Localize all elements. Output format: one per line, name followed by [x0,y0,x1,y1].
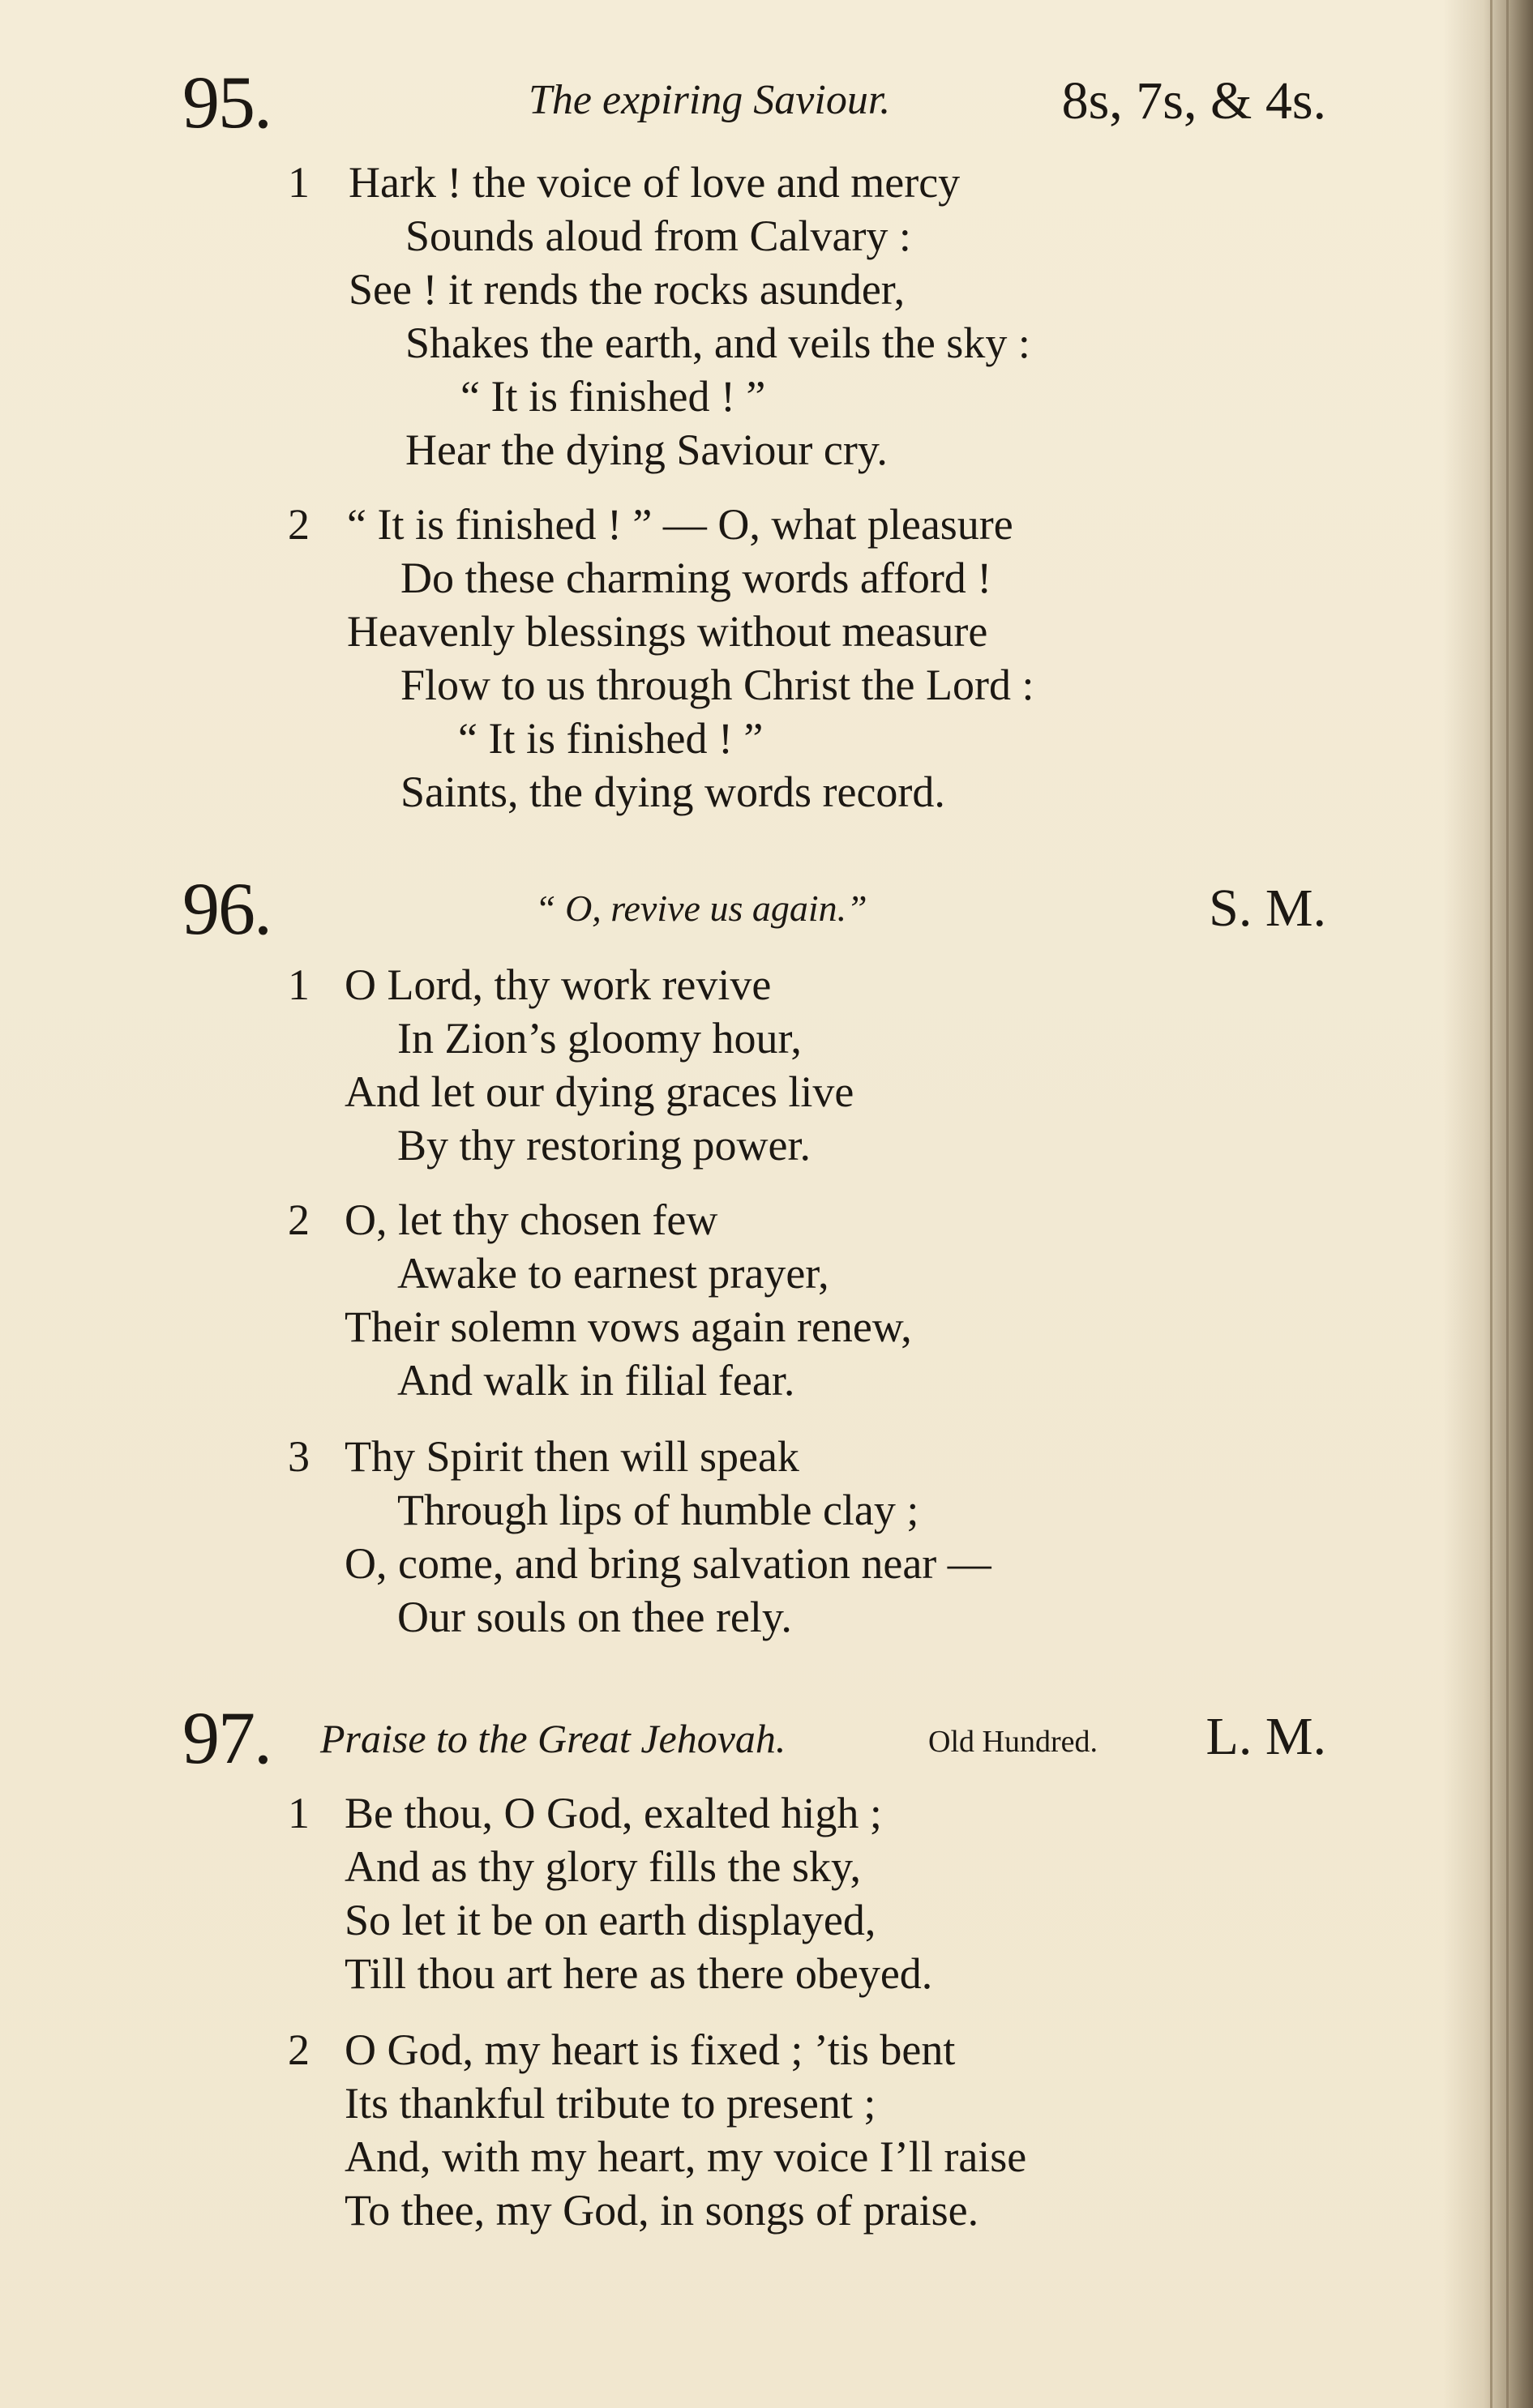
verse-line: Do these charming words afford ! [400,554,992,602]
hymn-tune: Old Hundred. [928,1725,1098,1759]
verse-line: O, come, and bring salvation near — [345,1539,991,1588]
page-edge-shadow [1490,0,1492,2408]
hymn-number: 97. [182,1696,271,1779]
verse-line: O God, my heart is fixed ; ’tis bent [345,2025,956,2074]
verse-line: Flow to us through Christ the Lord : [400,661,1034,709]
verse-line: Through lips of humble clay ; [397,1486,919,1534]
verse-line: Our souls on thee rely. [397,1593,792,1641]
hymn-meter: 8s, 7s, & 4s. [1061,71,1326,130]
verse-line: And as thy glory fills the sky, [345,1842,861,1891]
verse-line: So let it be on earth displayed, [345,1896,876,1944]
verse-line: Hark ! the voice of love and mercy [349,158,961,207]
verse-line: “ It is finished ! ” — O, what pleasure [347,500,1013,549]
hymn-number: 96. [182,867,271,950]
page-edge-shadow [1506,0,1509,2408]
hymn-subtitle: The expiring Saviour. [529,77,891,123]
verse-line: “ It is finished ! ” [460,372,766,421]
verse-line: Their solemn vows again renew, [345,1302,912,1351]
verse-line: See ! it rends the rocks asunder, [349,265,906,314]
hymn-number: 95. [182,61,271,143]
hymn-subtitle: Praise to the Great Jehovah. [320,1716,786,1761]
verse-line: Awake to earnest prayer, [397,1249,829,1298]
verse-line: Heavenly blessings without measure [347,607,988,656]
verse-line: Be thou, O God, exalted high ; [345,1789,882,1837]
verse-line: In Zion’s gloomy hour, [397,1014,802,1063]
verse-line: Saints, the dying words record. [400,768,945,816]
verse-line: Hear the dying Saviour cry. [405,426,888,474]
hymn-meter: S. M. [1209,879,1326,938]
verse-line: Till thou art here as there obeyed. [345,1949,933,1998]
verse-line: And, with my heart, my voice I’ll raise [345,2132,1027,2181]
stanza-number: 3 [288,1432,310,1481]
verse-line: And walk in filial fear. [397,1356,795,1405]
verse-line: “ It is finished ! ” [458,714,764,763]
stanza-number: 2 [288,500,310,549]
stanza-number: 1 [288,960,310,1009]
verse-line: Thy Spirit then will speak [345,1432,799,1481]
hymn-subtitle: “ O, revive us again.” [535,887,867,929]
stanza-number: 2 [288,2025,310,2074]
verse-line: Its thankful tribute to present ; [345,2079,876,2128]
verse-line: And let our dying graces live [345,1067,854,1116]
verse-line: To thee, my God, in songs of praise. [345,2186,979,2235]
stanza-number: 1 [288,158,310,207]
verse-line: By thy restoring power. [397,1121,811,1170]
verse-line: Sounds aloud from Calvary : [405,212,911,260]
verse-line: Shakes the earth, and veils the sky : [405,319,1030,367]
verse-line: O, let thy chosen few [345,1195,718,1244]
verse-line: O Lord, thy work revive [345,960,772,1009]
stanza-number: 2 [288,1195,310,1244]
hymn-meter: L. M. [1205,1707,1326,1766]
stanza-number: 1 [288,1789,310,1837]
